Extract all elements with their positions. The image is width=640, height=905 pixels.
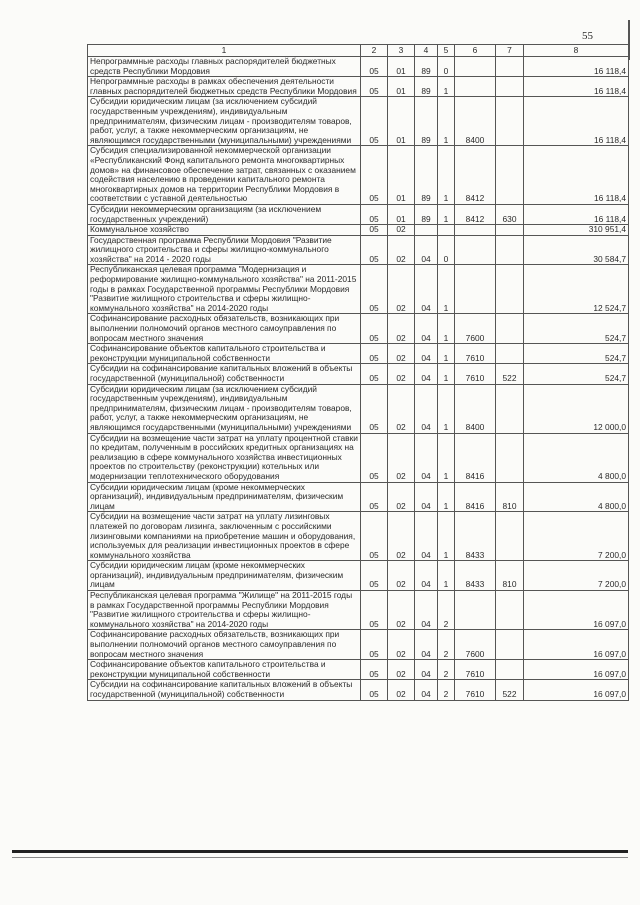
expense-type-code-cell bbox=[496, 225, 524, 236]
expense-type-code-cell bbox=[496, 660, 524, 680]
subsection-code-cell: 02 bbox=[388, 344, 415, 364]
expense-type-code-cell bbox=[496, 235, 524, 265]
section-code-cell: 05 bbox=[361, 630, 388, 660]
subsection-code-cell: 01 bbox=[388, 146, 415, 205]
amount-cell: 4 800,0 bbox=[524, 482, 629, 512]
expense-type-code-cell: 522 bbox=[496, 364, 524, 384]
target-article-code-cell: 8433 bbox=[455, 512, 496, 561]
item-name-cell: Софинансирование расходных обязательств, возникающих при выполнении полномочий органов местного самоуправления по вопросам местного значения bbox=[88, 630, 361, 660]
section-code-cell: 05 bbox=[361, 591, 388, 630]
program-code-cell: 89 bbox=[415, 204, 438, 224]
subprogram-code-cell: 0 bbox=[438, 57, 455, 77]
expense-type-code-cell bbox=[496, 591, 524, 630]
program-code-cell: 04 bbox=[415, 344, 438, 364]
item-name-cell: Непрограммные расходы в рамках обеспечения деятельности главных распорядителей бюджетных средств Республики Мордовия bbox=[88, 77, 361, 97]
item-name-cell: Субсидии на возмещение части затрат на уплату лизинговых платежей по договорам лизинга, заключенным с российскими лизинговыми компаниями на приобретение машин и оборудования, используемых для реализации инвестиционных проектов в сфере коммунального хозяйства bbox=[88, 512, 361, 561]
bottom-rule-thin bbox=[12, 857, 628, 858]
item-name-cell: Республиканская целевая программа "Жилище" на 2011-2015 годы в рамках Государственной программы Республики Мордовия "Развитие жилищного строительства и сферы жилищно-коммунального хозяйства" на 2014-2020 годы bbox=[88, 591, 361, 630]
item-name-cell: Субсидии на софинансирование капитальных вложений в объекты государственной (муниципальной) собственности bbox=[88, 680, 361, 700]
section-code-cell: 05 bbox=[361, 204, 388, 224]
subsection-code-cell: 02 bbox=[388, 482, 415, 512]
amount-cell: 16 118,4 bbox=[524, 204, 629, 224]
header-cell: 4 bbox=[415, 45, 438, 57]
table-row bbox=[88, 265, 629, 314]
header-cell: 1 bbox=[88, 45, 361, 57]
subsection-code-cell: 02 bbox=[388, 225, 415, 236]
amount-cell: 310 951,4 bbox=[524, 225, 629, 236]
section-code-cell: 05 bbox=[361, 314, 388, 344]
table-row bbox=[88, 204, 629, 224]
amount-cell: 7 200,0 bbox=[524, 561, 629, 591]
program-code-cell: 04 bbox=[415, 630, 438, 660]
target-article-code-cell: 7610 bbox=[455, 364, 496, 384]
target-article-code-cell bbox=[455, 265, 496, 314]
subsection-code-cell: 02 bbox=[388, 591, 415, 630]
section-code-cell: 05 bbox=[361, 344, 388, 364]
header-cell: 2 bbox=[361, 45, 388, 57]
expense-type-code-cell bbox=[496, 630, 524, 660]
subsection-code-cell: 02 bbox=[388, 630, 415, 660]
program-code-cell: 04 bbox=[415, 265, 438, 314]
subprogram-code-cell: 1 bbox=[438, 265, 455, 314]
program-code-cell: 04 bbox=[415, 680, 438, 700]
expense-type-code-cell bbox=[496, 57, 524, 77]
program-code-cell: 89 bbox=[415, 57, 438, 77]
amount-cell: 16 118,4 bbox=[524, 97, 629, 146]
expense-type-code-cell bbox=[496, 77, 524, 97]
bottom-rule bbox=[12, 850, 628, 853]
subprogram-code-cell: 1 bbox=[438, 314, 455, 344]
table-row bbox=[88, 77, 629, 97]
subprogram-code-cell: 1 bbox=[438, 364, 455, 384]
section-code-cell: 05 bbox=[361, 660, 388, 680]
target-article-code-cell: 7600 bbox=[455, 630, 496, 660]
amount-cell: 30 584,7 bbox=[524, 235, 629, 265]
subprogram-code-cell: 0 bbox=[438, 235, 455, 265]
section-code-cell: 05 bbox=[361, 235, 388, 265]
target-article-code-cell: 8400 bbox=[455, 97, 496, 146]
target-article-code-cell: 8400 bbox=[455, 384, 496, 433]
program-code-cell: 04 bbox=[415, 235, 438, 265]
expense-type-code-cell bbox=[496, 146, 524, 205]
target-article-code-cell: 8416 bbox=[455, 433, 496, 482]
target-article-code-cell bbox=[455, 57, 496, 77]
program-code-cell: 04 bbox=[415, 561, 438, 591]
table-row bbox=[88, 97, 629, 146]
subsection-code-cell: 02 bbox=[388, 314, 415, 344]
table-row bbox=[88, 512, 629, 561]
target-article-code-cell: 8416 bbox=[455, 482, 496, 512]
section-code-cell: 05 bbox=[361, 97, 388, 146]
amount-cell: 524,7 bbox=[524, 344, 629, 364]
item-name-cell: Субсидии юридическим лицам (за исключением субсидий государственным учреждениям), индивидуальным предпринимателям, физическим лицам - производителям товаров, работ, услуг, а также некоммерческим организациям, не являющимся государственными (муниципальными) учреждениями bbox=[88, 97, 361, 146]
amount-cell: 16 097,0 bbox=[524, 680, 629, 700]
target-article-code-cell: 7610 bbox=[455, 660, 496, 680]
table-row bbox=[88, 225, 629, 236]
header-row bbox=[88, 45, 629, 57]
item-name-cell: Софинансирование объектов капитального строительства и реконструкции муниципальной собственности bbox=[88, 344, 361, 364]
table-row bbox=[88, 344, 629, 364]
subprogram-code-cell: 1 bbox=[438, 561, 455, 591]
amount-cell: 524,7 bbox=[524, 364, 629, 384]
expense-type-code-cell: 810 bbox=[496, 561, 524, 591]
subprogram-code-cell: 2 bbox=[438, 630, 455, 660]
subsection-code-cell: 01 bbox=[388, 77, 415, 97]
header-cell: 6 bbox=[455, 45, 496, 57]
target-article-code-cell: 7610 bbox=[455, 680, 496, 700]
item-name-cell: Софинансирование расходных обязательств, возникающих при выполнении полномочий органов местного самоуправления по вопросам местного значения bbox=[88, 314, 361, 344]
expense-type-code-cell bbox=[496, 265, 524, 314]
program-code-cell: 04 bbox=[415, 433, 438, 482]
program-code-cell: 89 bbox=[415, 97, 438, 146]
target-article-code-cell bbox=[455, 591, 496, 630]
target-article-code-cell: 7610 bbox=[455, 344, 496, 364]
table-row bbox=[88, 314, 629, 344]
section-code-cell: 05 bbox=[361, 57, 388, 77]
program-code-cell: 04 bbox=[415, 314, 438, 344]
item-name-cell: Коммунальное хозяйство bbox=[88, 225, 361, 236]
budget-table bbox=[87, 44, 629, 701]
header-cell: 8 bbox=[524, 45, 629, 57]
amount-cell: 16 118,4 bbox=[524, 57, 629, 77]
expense-type-code-cell bbox=[496, 384, 524, 433]
section-code-cell: 05 bbox=[361, 561, 388, 591]
item-name-cell: Субсидии на софинансирование капитальных вложений в объекты государственной (муниципальной) собственности bbox=[88, 364, 361, 384]
section-code-cell: 05 bbox=[361, 265, 388, 314]
table-row bbox=[88, 680, 629, 700]
item-name-cell: Субсидии некоммерческим организациям (за исключением государственных учреждений) bbox=[88, 204, 361, 224]
table-row bbox=[88, 384, 629, 433]
header-cell: 7 bbox=[496, 45, 524, 57]
subsection-code-cell: 02 bbox=[388, 561, 415, 591]
subsection-code-cell: 02 bbox=[388, 680, 415, 700]
program-code-cell: 89 bbox=[415, 77, 438, 97]
section-code-cell: 05 bbox=[361, 146, 388, 205]
section-code-cell: 05 bbox=[361, 680, 388, 700]
subsection-code-cell: 02 bbox=[388, 512, 415, 561]
section-code-cell: 05 bbox=[361, 512, 388, 561]
amount-cell: 12 524,7 bbox=[524, 265, 629, 314]
item-name-cell: Софинансирование объектов капитального строительства и реконструкции муниципальной собственности bbox=[88, 660, 361, 680]
subprogram-code-cell: 1 bbox=[438, 146, 455, 205]
target-article-code-cell: 7600 bbox=[455, 314, 496, 344]
header-cell: 5 bbox=[438, 45, 455, 57]
section-code-cell: 05 bbox=[361, 482, 388, 512]
section-code-cell: 05 bbox=[361, 77, 388, 97]
amount-cell: 16 097,0 bbox=[524, 591, 629, 630]
table-row bbox=[88, 433, 629, 482]
table-row bbox=[88, 630, 629, 660]
expense-type-code-cell bbox=[496, 512, 524, 561]
expense-type-code-cell bbox=[496, 433, 524, 482]
expense-type-code-cell: 810 bbox=[496, 482, 524, 512]
subsection-code-cell: 01 bbox=[388, 57, 415, 77]
item-name-cell: Государственная программа Республики Мордовия "Развитие жилищного строительства и сферы жилищно-коммунального хозяйства" на 2014 - 2020 годы bbox=[88, 235, 361, 265]
expense-type-code-cell bbox=[496, 97, 524, 146]
target-article-code-cell: 8433 bbox=[455, 561, 496, 591]
amount-cell: 16 118,4 bbox=[524, 77, 629, 97]
amount-cell: 16 097,0 bbox=[524, 660, 629, 680]
table-row bbox=[88, 482, 629, 512]
subprogram-code-cell: 2 bbox=[438, 680, 455, 700]
program-code-cell: 04 bbox=[415, 384, 438, 433]
table-row bbox=[88, 235, 629, 265]
expense-type-code-cell bbox=[496, 344, 524, 364]
program-code-cell: 04 bbox=[415, 591, 438, 630]
amount-cell: 524,7 bbox=[524, 314, 629, 344]
subprogram-code-cell: 1 bbox=[438, 433, 455, 482]
amount-cell: 16 118,4 bbox=[524, 146, 629, 205]
subprogram-code-cell: 2 bbox=[438, 591, 455, 630]
subsection-code-cell: 01 bbox=[388, 97, 415, 146]
subsection-code-cell: 01 bbox=[388, 204, 415, 224]
target-article-code-cell: 8412 bbox=[455, 204, 496, 224]
program-code-cell: 04 bbox=[415, 364, 438, 384]
expense-type-code-cell: 630 bbox=[496, 204, 524, 224]
subsection-code-cell: 02 bbox=[388, 384, 415, 433]
program-code-cell: 89 bbox=[415, 146, 438, 205]
subprogram-code-cell: 1 bbox=[438, 97, 455, 146]
table-row bbox=[88, 591, 629, 630]
section-code-cell: 05 bbox=[361, 433, 388, 482]
item-name-cell: Субсидии юридическим лицам (за исключением субсидий государственным учреждениям), индивидуальным предпринимателям, физическим лицам - производителям товаров, работ, услуг, а также некоммерческим организациям, не являющимся государственными (муниципальными) учреждениями bbox=[88, 384, 361, 433]
section-code-cell: 05 bbox=[361, 225, 388, 236]
expense-type-code-cell: 522 bbox=[496, 680, 524, 700]
program-code-cell: 04 bbox=[415, 512, 438, 561]
program-code-cell: 04 bbox=[415, 660, 438, 680]
subsection-code-cell: 02 bbox=[388, 265, 415, 314]
item-name-cell: Субсидии юридическим лицам (кроме некоммерческих организаций), индивидуальным предпринимателям, физическим лицам bbox=[88, 561, 361, 591]
amount-cell: 4 800,0 bbox=[524, 433, 629, 482]
subprogram-code-cell: 1 bbox=[438, 344, 455, 364]
item-name-cell: Субсидии на возмещение части затрат на уплату процентной ставки по кредитам, полученным в российских кредитных организациях на реализацию в сфере коммунального хозяйства инвестиционных проектов по строительству (реконструкции) котельных или модернизации теплотехнического оборудования bbox=[88, 433, 361, 482]
page-number: 55 bbox=[582, 30, 593, 42]
target-article-code-cell bbox=[455, 235, 496, 265]
table-row bbox=[88, 561, 629, 591]
table-row bbox=[88, 364, 629, 384]
amount-cell: 7 200,0 bbox=[524, 512, 629, 561]
table-row bbox=[88, 57, 629, 77]
item-name-cell: Субсидия специализированной некоммерческой организации «Республиканский Фонд капитального ремонта многоквартирных домов» на финансовое обеспечение затрат, связанных с оказанием содействия населению в проведении капитального ремонта многоквартирных домов на территории Республики Мордовия в соответствии с уставной деятельностью bbox=[88, 146, 361, 205]
subprogram-code-cell: 1 bbox=[438, 512, 455, 561]
table-row bbox=[88, 660, 629, 680]
program-code-cell bbox=[415, 225, 438, 236]
subsection-code-cell: 02 bbox=[388, 364, 415, 384]
subprogram-code-cell bbox=[438, 225, 455, 236]
subsection-code-cell: 02 bbox=[388, 660, 415, 680]
subprogram-code-cell: 1 bbox=[438, 77, 455, 97]
target-article-code-cell bbox=[455, 225, 496, 236]
subsection-code-cell: 02 bbox=[388, 235, 415, 265]
subprogram-code-cell: 1 bbox=[438, 204, 455, 224]
target-article-code-cell: 8412 bbox=[455, 146, 496, 205]
table-row bbox=[88, 146, 629, 205]
subsection-code-cell: 02 bbox=[388, 433, 415, 482]
amount-cell: 12 000,0 bbox=[524, 384, 629, 433]
header-cell: 3 bbox=[388, 45, 415, 57]
subprogram-code-cell: 1 bbox=[438, 482, 455, 512]
item-name-cell: Субсидии юридическим лицам (кроме некоммерческих организаций), индивидуальным предпринимателям, физическим лицам bbox=[88, 482, 361, 512]
section-code-cell: 05 bbox=[361, 364, 388, 384]
target-article-code-cell bbox=[455, 77, 496, 97]
subprogram-code-cell: 2 bbox=[438, 660, 455, 680]
item-name-cell: Республиканская целевая программа "Модернизация и реформирование жилищно-коммунального хозяйства" на 2011-2015 годы в рамках Государственной программы Республики Мордовия "Развитие жилищного строительства и сферы жилищно-коммунального хозяйства" на 2014-2020 годы bbox=[88, 265, 361, 314]
amount-cell: 16 097,0 bbox=[524, 630, 629, 660]
program-code-cell: 04 bbox=[415, 482, 438, 512]
section-code-cell: 05 bbox=[361, 384, 388, 433]
item-name-cell: Непрограммные расходы главных распорядителей бюджетных средств Республики Мордовия bbox=[88, 57, 361, 77]
subprogram-code-cell: 1 bbox=[438, 384, 455, 433]
expense-type-code-cell bbox=[496, 314, 524, 344]
